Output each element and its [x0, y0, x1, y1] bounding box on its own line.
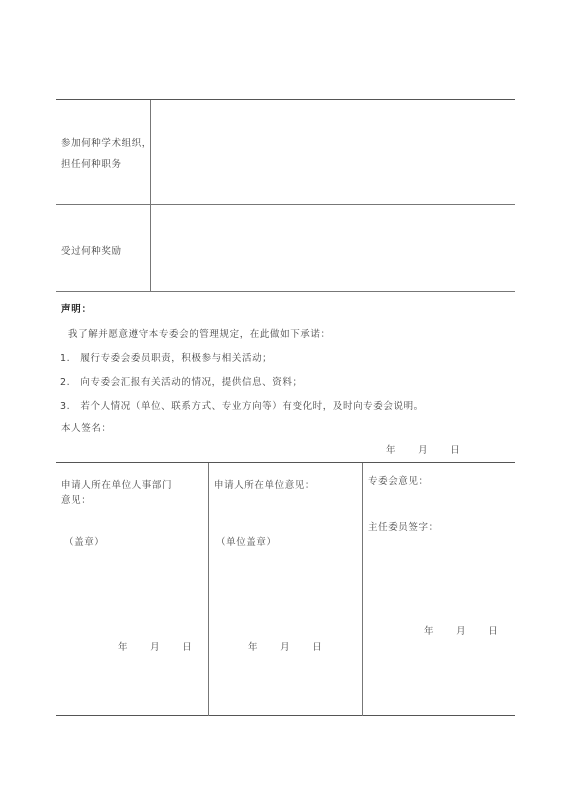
participation-row	[56, 99, 515, 205]
awards-row	[56, 205, 515, 292]
unit-stamp-label: （单位盖章）	[216, 537, 277, 548]
column-divider	[150, 100, 151, 205]
declaration-section	[56, 292, 515, 463]
awards-label: 受过何种奖励	[61, 246, 122, 257]
hr-date	[118, 641, 214, 655]
date-month: 月	[150, 642, 161, 653]
declaration-item: 1. 履行专委会委员职责，积极参与相关活动；	[60, 353, 273, 364]
date-day: 日	[450, 445, 461, 456]
column-divider	[208, 463, 209, 716]
date-year: 年	[424, 626, 435, 637]
chair-signature-label: 主任委员签字：	[368, 522, 439, 533]
hr-stamp-label: （盖章）	[64, 537, 105, 548]
hr-opinion-label-line2: 意见：	[61, 495, 92, 506]
date-day: 日	[488, 626, 499, 637]
unit-date	[248, 641, 344, 655]
date-year: 年	[248, 642, 259, 653]
application-form-table	[56, 99, 515, 716]
declaration-title: 声明：	[61, 304, 92, 315]
date-month: 月	[418, 445, 429, 456]
date-day: 日	[312, 642, 323, 653]
declaration-item: 2. 向专委会汇报有关活动的情况，提供信息、资料；	[60, 377, 303, 388]
column-divider	[362, 463, 363, 716]
approval-section	[56, 463, 515, 716]
participation-field[interactable]	[152, 102, 513, 202]
declaration-date	[386, 444, 482, 458]
awards-field[interactable]	[152, 207, 513, 289]
date-year: 年	[386, 445, 397, 456]
declaration-item: 3. 若个人情况（单位、联系方式、专业方向等）有变化时，及时向专委会说明。	[60, 401, 424, 412]
date-year: 年	[118, 642, 129, 653]
date-month: 月	[456, 626, 467, 637]
date-month: 月	[280, 642, 291, 653]
unit-opinion-label: 申请人所在单位意见：	[214, 480, 316, 491]
committee-opinion-label: 专委会意见：	[368, 476, 429, 487]
committee-date	[424, 625, 520, 639]
column-divider	[150, 205, 151, 292]
declaration-intro: 我了解并愿意遵守本专委会的管理规定，在此做如下承诺：	[68, 329, 331, 340]
hr-opinion-label-line1: 申请人所在单位人事部门	[61, 480, 173, 491]
participation-label-line2: 担任何种职务	[61, 159, 122, 170]
signature-label: 本人签名：	[61, 423, 112, 434]
participation-label-line1: 参加何种学术组织，	[61, 138, 152, 149]
date-day: 日	[182, 642, 193, 653]
